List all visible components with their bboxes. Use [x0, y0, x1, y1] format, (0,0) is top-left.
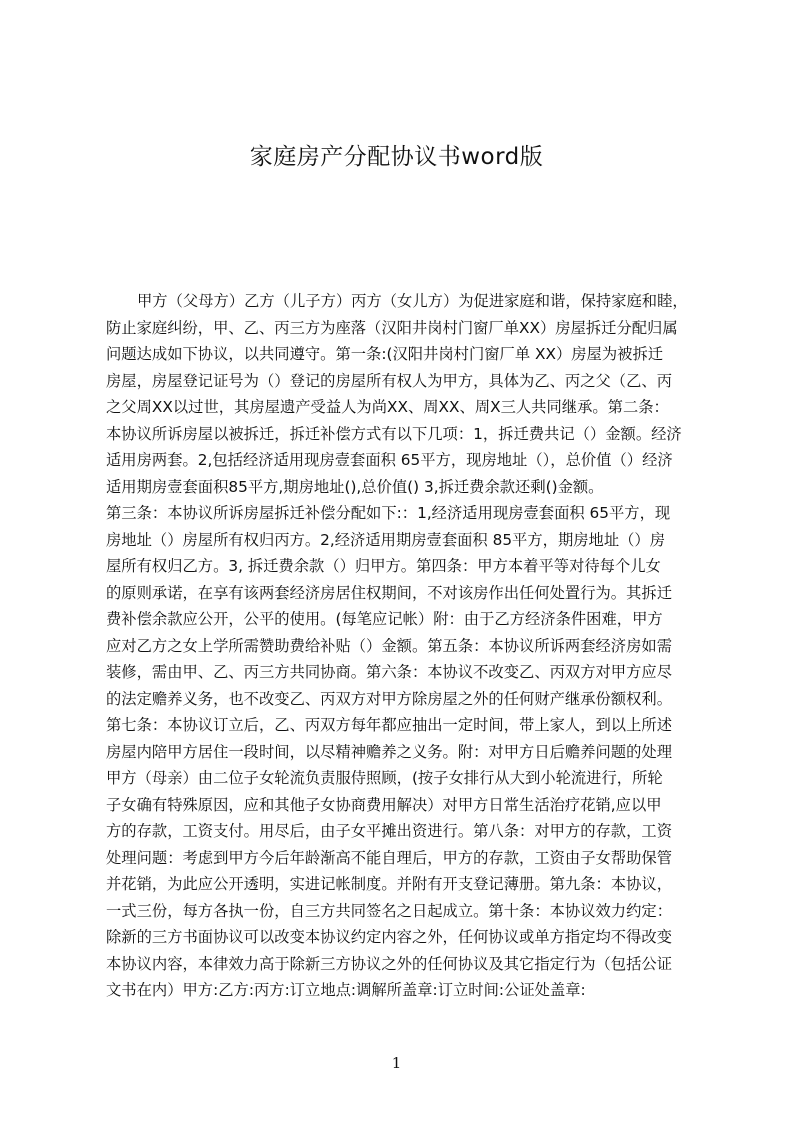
- body-line: 第七条：本协议订立后，乙、丙双方每年都应抽出一定时间，带上家人，到以上所述: [106, 716, 672, 734]
- body-line: 处理问题：考虑到甲方今后年龄渐高不能自理后，甲方的存款，工资由子女帮助保管: [106, 848, 672, 867]
- body-line: 本协议所诉房屋以被拆迁，拆迁补偿方式有以下几项：1，拆迁费共记（）金额。经济: [106, 424, 682, 443]
- body-line: 本协议内容，本律效力高于除新三方协议之外的任何协议及其它指定行为（包括公证: [106, 954, 672, 973]
- body-line: 文书在内）甲方:乙方:丙方:订立地点:调解所盖章:订立时间:公证处盖章:: [106, 981, 586, 999]
- body-line: 适用房两套。2,包括经济适用现房壹套面积 65平方，现房地址（），总价值（）经济: [106, 451, 673, 469]
- body-line: 第三条：本协议所诉房屋拆迁补偿分配如下:：1,经济适用现房壹套面积 65平方，现: [106, 504, 671, 522]
- body-line: 防止家庭纠纷，甲、乙、丙三方为座落（汉阳井岗村门窗厂单XX）房屋拆迁分配归属: [106, 318, 678, 337]
- body-line: 应对乙方之女上学所需赞助费给补贴（）金额。第五条：本协议所诉两套经济房如需: [106, 636, 672, 655]
- body-line: 房地址（）房屋所有权归丙方。2,经济适用期房壹套面积 85平方，期房地址（）房: [106, 530, 666, 549]
- page-number: 1: [391, 1054, 402, 1072]
- agreement-body: [106, 288, 700, 1004]
- document-title: 家庭房产分配协议书word版: [249, 144, 544, 170]
- body-line: 问题达成如下协议，以共同遵守。第一条:(汉阳井岗村门窗厂单 XX）房屋为被拆迁: [106, 345, 664, 363]
- body-line: 房屋，房屋登记证号为（）登记的房屋所有权人为甲方，具体为乙、丙之父（乙、丙: [106, 371, 672, 390]
- body-line: 并花销，为此应公开透明，实进记帐制度。并附有开支登记薄册。第九条：本协议，: [106, 875, 672, 893]
- body-line: 屋所有权归乙方。3, 拆迁费余款（）归甲方。第四条：甲方本着平等对待每个儿女: [106, 557, 661, 575]
- body-line: 除新的三方书面协议可以改变本协议约定内容之外，任何协议或单方指定均不得改变: [106, 928, 672, 946]
- body-line: 方的存款，工资支付。用尽后，由子女平摊出资进行。第八条：对甲方的存款，工资: [106, 822, 672, 840]
- body-line: 的原则承诺，在享有该两套经济房居住权期间，不对该房作出任何处置行为。其拆迁: [106, 583, 672, 602]
- body-line: 一式三份，每方各执一份，自三方共同签名之日起成立。第十条：本协议效力约定：: [106, 901, 672, 920]
- body-line: 房屋内陪甲方居住一段时间，以尽精神赡养之义务。附：对甲方日后赡养问题的处理: [106, 742, 672, 761]
- body-line: 甲方（父母方）乙方（儿子方）丙方（女儿方）为促进家庭和谐，保持家庭和睦，: [137, 292, 688, 310]
- body-line: 适用期房壹套面积85平方,期房地址(),总价值() 3,拆迁费余款还剩()金额。: [106, 477, 604, 496]
- body-line: 费补偿余款应公开，公平的使用。(每笔应记帐）附：由于乙方经济条件困难，甲方: [106, 610, 663, 628]
- body-line: 甲方（母亲）由二位子女轮流负责服侍照顾，(按子女排行从大到小轮流进行，所轮: [106, 769, 663, 787]
- body-line: 装修，需由甲、乙、丙三方共同协商。第六条：本协议不改变乙、丙双方对甲方应尽: [106, 663, 672, 681]
- body-line: 的法定赡养义务，也不改变乙、丙双方对甲方除房屋之外的任何财产继承份额权利。: [106, 689, 672, 708]
- body-line: 子女确有特殊原因，应和其他子女协商费用解决）对甲方日常生活治疗花销,应以甲: [106, 795, 662, 814]
- body-line: 之父周XX以过世，其房屋遗产受益人为尚XX、周XX、周X三人共同继承。第二条：: [106, 398, 669, 416]
